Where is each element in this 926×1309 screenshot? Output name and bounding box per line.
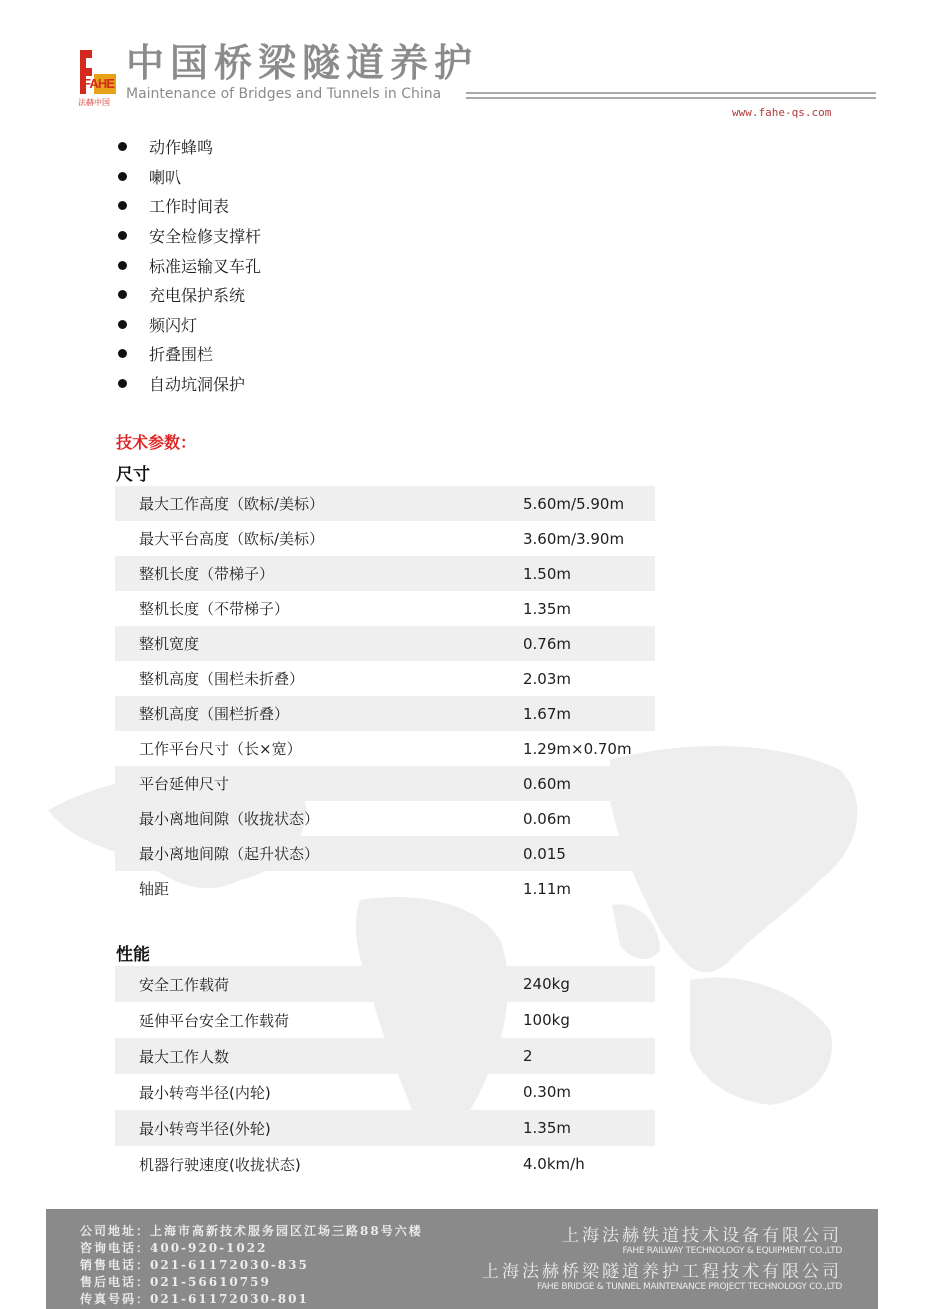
table-row [115, 626, 655, 661]
spec-value: 0.30m [523, 1083, 572, 1101]
spec-value: 5.60m/5.90m [523, 494, 625, 513]
feature-label: 标准运输叉车孔 [149, 256, 262, 276]
table-row [115, 591, 655, 626]
spec-label: 最大工作人数 [139, 1047, 230, 1066]
spec-value: 240kg [523, 975, 570, 993]
bullet-icon [118, 349, 127, 358]
spec-label: 机器行驶速度(收拢状态) [139, 1155, 301, 1174]
spec-value: 0.06m [523, 809, 572, 828]
spec-label: 工作平台尺寸（长×宽） [139, 740, 302, 758]
spec-value: 0.60m [523, 774, 572, 793]
address-line: 公司地址：上海市高新技术服务园区江场三路88号六楼 [80, 1224, 423, 1238]
feature-label: 充电保护系统 [149, 286, 246, 306]
fax-number: 传真号码：021-61172030-801 [80, 1292, 309, 1306]
spec-label: 最小转弯半径(外轮) [139, 1119, 271, 1138]
consult-phone: 咨询电话：400-920-1022 [80, 1241, 268, 1255]
bullet-icon [118, 320, 127, 329]
feature-item [118, 132, 261, 162]
spec-label: 整机高度（围栏未折叠） [139, 670, 305, 688]
spec-label: 最大工作高度（欧标/美标） [139, 495, 325, 513]
feature-item [118, 162, 261, 192]
table-row [115, 661, 655, 696]
company-name-cn: 上海法赫桥梁隧道养护工程技术有限公司 [482, 1262, 842, 1282]
company-name-en: FAHE RAILWAY TECHNOLOGY & EQUIPMENT CO.,LTD [622, 1246, 842, 1256]
spec-value: 2 [523, 1047, 533, 1065]
spec-value: 3.60m/3.90m [523, 529, 625, 548]
dimensions-heading: 尺寸 [116, 465, 150, 485]
spec-label: 整机长度（不带梯子） [139, 600, 290, 618]
spec-value: 1.67m [523, 704, 572, 723]
performance-table [115, 966, 655, 1182]
table-row [115, 1002, 655, 1038]
bullet-icon [118, 201, 127, 210]
dimensions-table [115, 486, 655, 906]
spec-value: 1.35m [523, 1119, 572, 1137]
feature-item [118, 339, 261, 369]
table-row [115, 486, 655, 521]
table-row [115, 1146, 655, 1182]
table-row [115, 1074, 655, 1110]
website-url: www.fahe-qs.com [732, 106, 832, 119]
spec-value: 2.03m [523, 669, 572, 688]
feature-label: 喇叭 [149, 167, 182, 187]
bullet-icon [118, 261, 127, 270]
feature-label: 工作时间表 [149, 197, 230, 217]
feature-item [118, 280, 261, 310]
feature-label: 动作蜂鸣 [149, 138, 214, 158]
table-row [115, 1038, 655, 1074]
spec-value: 0.76m [523, 634, 572, 653]
table-row [115, 801, 655, 836]
company-bridge [482, 1257, 842, 1292]
table-row [115, 521, 655, 556]
bullet-icon [118, 142, 127, 151]
feature-label: 频闪灯 [149, 315, 198, 335]
spec-value: 0.015 [523, 844, 566, 863]
spec-label: 安全工作载荷 [139, 975, 230, 994]
feature-label: 自动坑洞保护 [149, 375, 246, 395]
spec-label: 平台延伸尺寸 [139, 775, 230, 793]
bullet-icon [118, 172, 127, 181]
company-name-en: FAHE BRIDGE & TUNNEL MAINTENANCE PROJECT TECHNOLOGY CO.,LTD [537, 1282, 842, 1292]
spec-label: 整机长度（带梯子） [139, 565, 275, 583]
spec-value: 4.0km/h [523, 1155, 585, 1173]
header-rule [466, 92, 876, 94]
performance-heading: 性能 [116, 945, 150, 965]
feature-list [118, 132, 261, 398]
spec-label: 延伸平台安全工作载荷 [139, 1011, 290, 1030]
table-row [115, 871, 655, 906]
spec-value: 100kg [523, 1011, 570, 1029]
brand-title-cn: 中国桥梁隧道养护 [126, 41, 479, 85]
feature-item [118, 369, 261, 399]
tech-params-heading: 技术参数： [116, 433, 197, 452]
fahe-logo [78, 44, 118, 108]
spec-label: 最大平台高度（欧标/美标） [139, 530, 325, 548]
table-row [115, 556, 655, 591]
spec-value: 1.50m [523, 564, 572, 583]
header-rule [466, 97, 876, 99]
logo-subtext: 法赫中国 [78, 98, 110, 107]
feature-item [118, 310, 261, 340]
bullet-icon [118, 379, 127, 388]
sales-phone: 销售电话：021-61172030-835 [80, 1258, 309, 1272]
spec-value: 1.11m [523, 879, 572, 898]
feature-label: 安全检修支撑杆 [149, 227, 262, 247]
spec-label: 最小转弯半径(内轮) [139, 1083, 271, 1102]
feature-item [118, 191, 261, 221]
table-row [115, 966, 655, 1002]
feature-item [118, 221, 261, 251]
company-name-cn: 上海法赫铁道技术设备有限公司 [562, 1226, 842, 1246]
spec-label: 最小离地间隙（起升状态） [139, 845, 320, 863]
table-row [115, 1110, 655, 1146]
table-row [115, 766, 655, 801]
brand-title-en: Maintenance of Bridges and Tunnels in China [126, 86, 442, 102]
contact-info [80, 1223, 423, 1308]
spec-label: 轴距 [139, 880, 170, 898]
spec-value: 1.35m [523, 599, 572, 618]
table-row [115, 731, 655, 766]
spec-label: 最小离地间隙（收拢状态） [139, 810, 320, 828]
feature-item [118, 250, 261, 280]
spec-label: 整机宽度 [139, 635, 200, 653]
table-row [115, 696, 655, 731]
bullet-icon [118, 290, 127, 299]
table-row [115, 836, 655, 871]
spec-value: 1.29m×0.70m [523, 739, 632, 758]
page-footer [46, 1209, 878, 1309]
service-phone: 售后电话：021-56610759 [80, 1275, 271, 1289]
feature-label: 折叠围栏 [149, 345, 214, 365]
bullet-icon [118, 231, 127, 240]
company-railway [562, 1221, 842, 1256]
spec-label: 整机高度（围栏折叠） [139, 705, 290, 723]
logo-wordmark: FAHE [83, 76, 115, 91]
